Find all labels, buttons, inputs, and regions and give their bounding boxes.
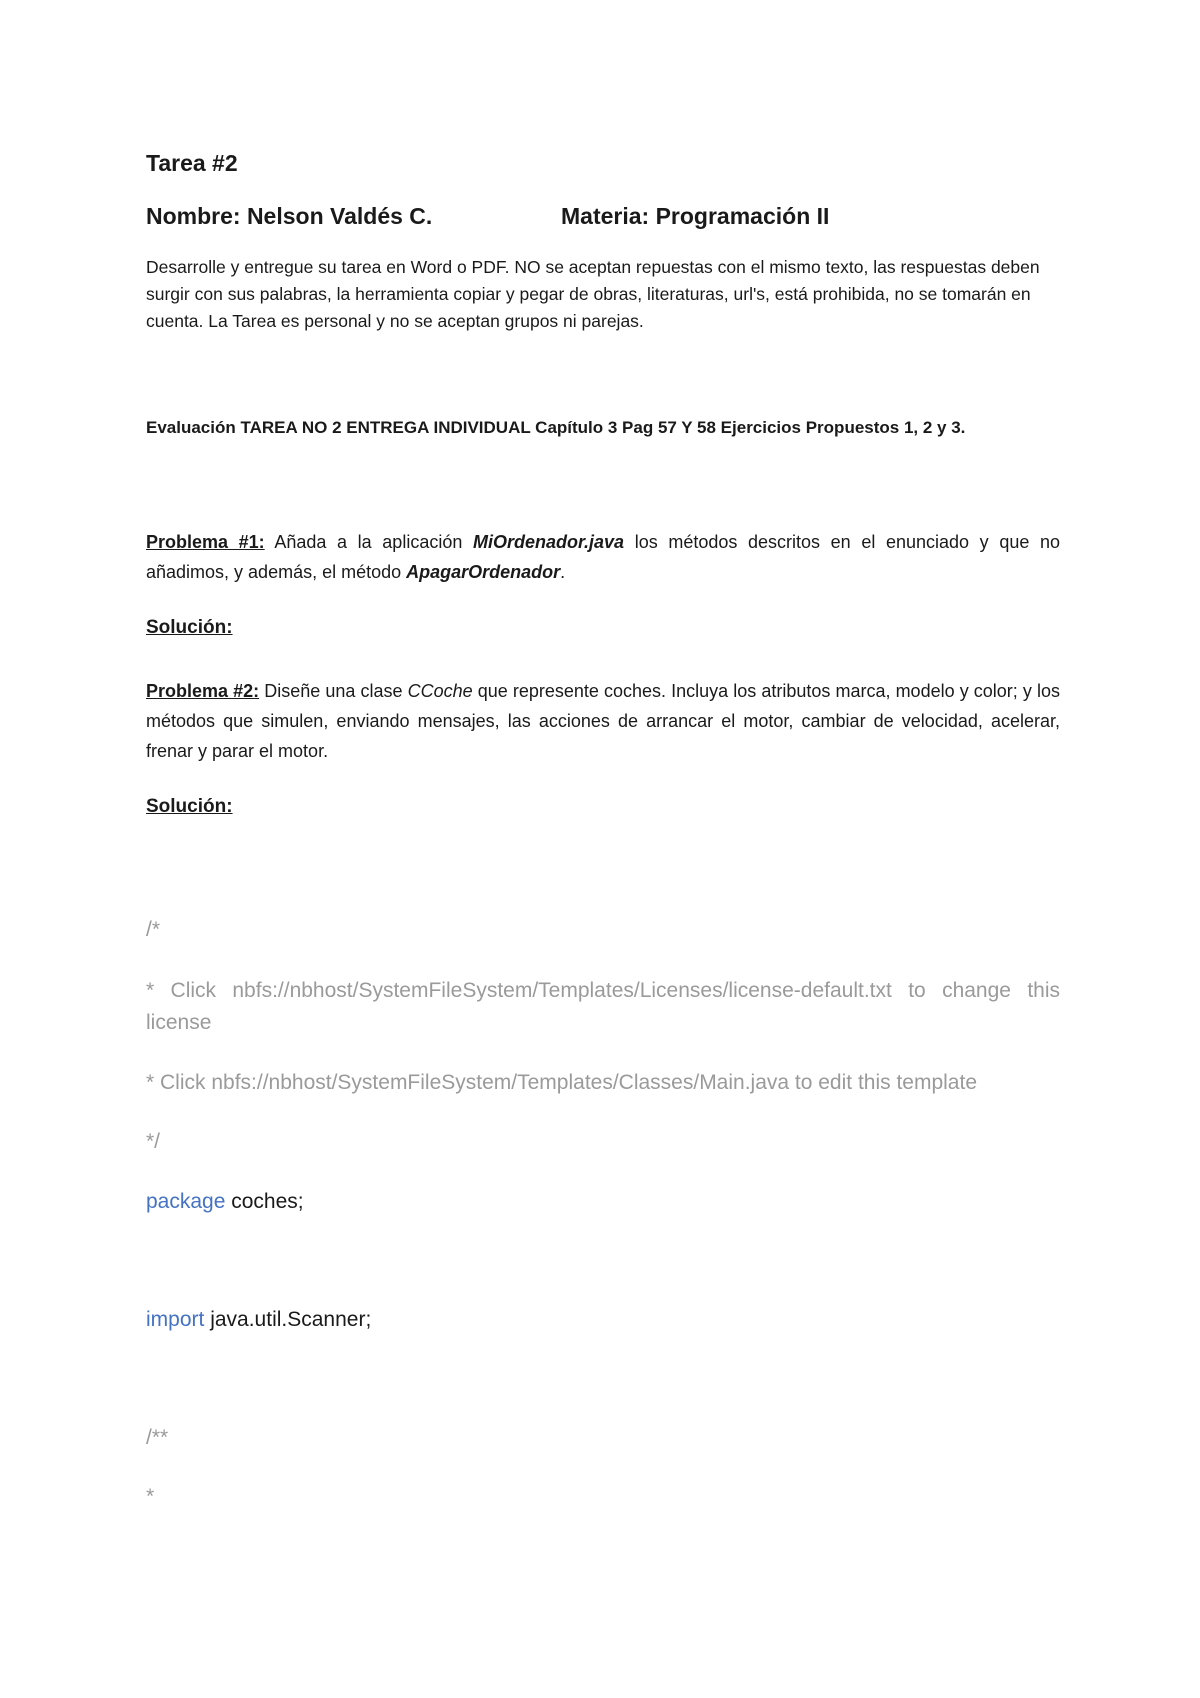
problem-1-text-before: Añada a la aplicación — [264, 532, 473, 552]
code-comment-open: /* — [146, 918, 161, 941]
solution-2-label: Solución: — [146, 796, 233, 817]
solution-1-label: Solución: — [146, 617, 233, 638]
code-comment-line-2: * Click nbfs://nbhost/SystemFileSystem/Templates/Classes/Main.java to edit this template — [146, 1071, 977, 1094]
code-comment-line-1: * Click nbfs://nbhost/SystemFileSystem/Templates/Licenses/license-default.txt to change this license — [146, 979, 1060, 1034]
code-comment-close: */ — [146, 1130, 161, 1153]
instructions-paragraph: Desarrolle y entregue su tarea en Word o PDF. NO se aceptan repuestas con el mismo texto, las respuestas deben surgir con sus palabras, la herramienta copiar y pegar de obras, literaturas, url's, está prohibida, no se tomarán en cuenta. La Tarea es personal y no se aceptan grupos ni parejas. — [146, 257, 1040, 331]
problem-1-label: Problema #1: — [146, 532, 265, 552]
problem-1-text-after: . — [560, 562, 566, 582]
problem-1 — [146, 527, 1060, 587]
problem-2 — [146, 676, 1060, 766]
problem-1-class-name: MiOrdenador.java — [473, 532, 625, 552]
code-import-line — [146, 1304, 1060, 1336]
student-name: Nombre: Nelson Valdés C. — [146, 203, 433, 229]
evaluation-line: Evaluación TAREA NO 2 ENTREGA INDIVIDUAL Capítulo 3 Pag 57 Y 58 Ejercicios Propuestos 1, 2 y 3. — [146, 418, 966, 437]
header-line — [146, 203, 1060, 230]
import-name: java.util.Scanner; — [204, 1308, 372, 1331]
problem-1-method-name: ApagarOrdenador — [406, 562, 561, 582]
problem-2-text-before: Diseñe una clase — [259, 681, 408, 701]
package-name: coches; — [225, 1190, 304, 1213]
subject-name: Materia: Programación II — [561, 203, 830, 229]
import-keyword: import — [146, 1308, 205, 1331]
problem-1-text-middle: los métodos descritos en el enunciado y que no añadimos, y además, el método — [146, 532, 1061, 582]
problem-2-text-after: que represente coches. Incluya los atributos marca, modelo y color; y los métodos que simulen, enviando mensajes, las acciones de arrancar el motor, cambiar de velocidad, acelerar, frenar y parar el motor. — [146, 681, 1060, 761]
problem-2-label: Problema #2: — [146, 681, 260, 701]
package-keyword: package — [146, 1190, 226, 1213]
document-title: Tarea #2 — [146, 150, 238, 176]
code-javadoc-star: * — [146, 1485, 155, 1508]
code-package-line — [146, 1186, 1060, 1218]
code-javadoc-open: /** — [146, 1426, 169, 1449]
problem-2-class-name: CCoche — [407, 681, 473, 701]
